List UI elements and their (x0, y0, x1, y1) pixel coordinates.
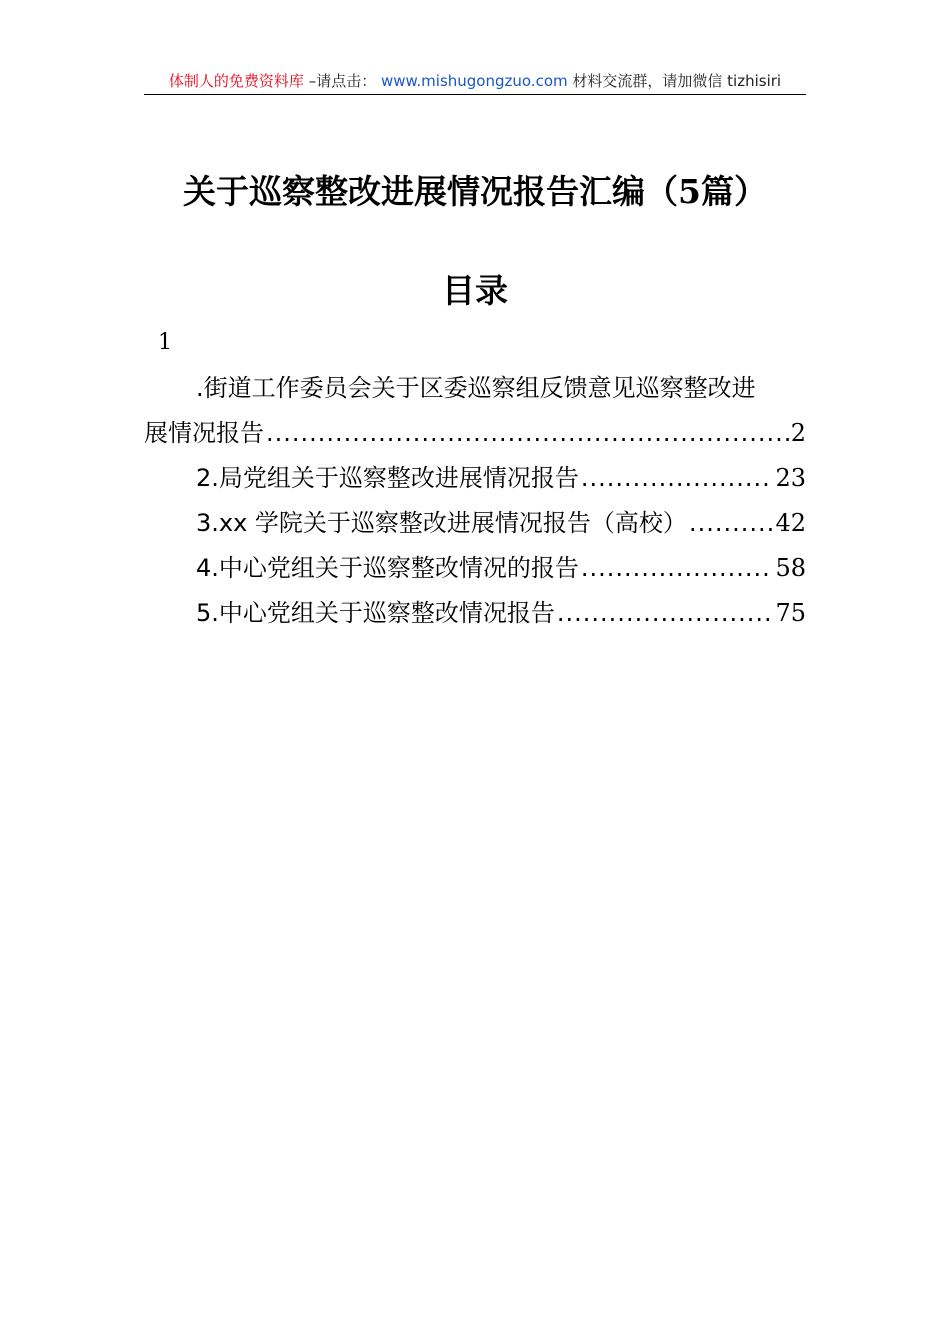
toc-entry-text: 2.局党组关于巡察整改进展情况报告 (196, 464, 579, 492)
page-header (144, 68, 806, 95)
toc-leader-dots (581, 546, 774, 591)
toc-entry-2[interactable] (144, 456, 806, 501)
toc-leader-dots (557, 591, 774, 636)
header-prompt: –请点击： (308, 72, 377, 90)
toc-page-number: 23 (775, 464, 806, 492)
toc-entry-1[interactable] (144, 366, 806, 456)
header-brand: 体制人的免费资料库 (168, 72, 304, 90)
document-title: 关于巡察整改进展情况报告汇编（5篇） (183, 172, 767, 211)
table-of-contents (144, 366, 806, 636)
header-link[interactable]: www.mishugongzuo.com (380, 72, 568, 90)
toc-entry-text-continued: 展情况报告 (144, 419, 264, 447)
toc-entry-text: 5.中心党组关于巡察整改情况报告 (196, 599, 555, 627)
toc-entry-5[interactable] (144, 591, 806, 636)
toc-page-number: 75 (775, 599, 806, 627)
toc-page-number: 58 (775, 554, 806, 582)
toc-heading: 目录 (442, 271, 508, 310)
header-note: 材料交流群，请加微信 tizhisiri (572, 72, 782, 90)
toc-leader-dots (266, 411, 789, 456)
toc-leader-dots (581, 456, 774, 501)
stray-number: 1 (158, 330, 172, 355)
toc-entry-text: 3.xx 学院关于巡察整改进展情况报告（高校） (196, 509, 687, 537)
toc-page-number: 2 (790, 419, 806, 447)
toc-page-number: 42 (775, 509, 806, 537)
toc-entry-4[interactable] (144, 546, 806, 591)
toc-entry-text: 4.中心党组关于巡察整改情况的报告 (196, 554, 579, 582)
toc-entry-text: .街道工作委员会关于区委巡察组反馈意见巡察整改进 (196, 374, 756, 402)
toc-leader-dots (689, 501, 774, 546)
toc-entry-3[interactable] (144, 501, 806, 546)
